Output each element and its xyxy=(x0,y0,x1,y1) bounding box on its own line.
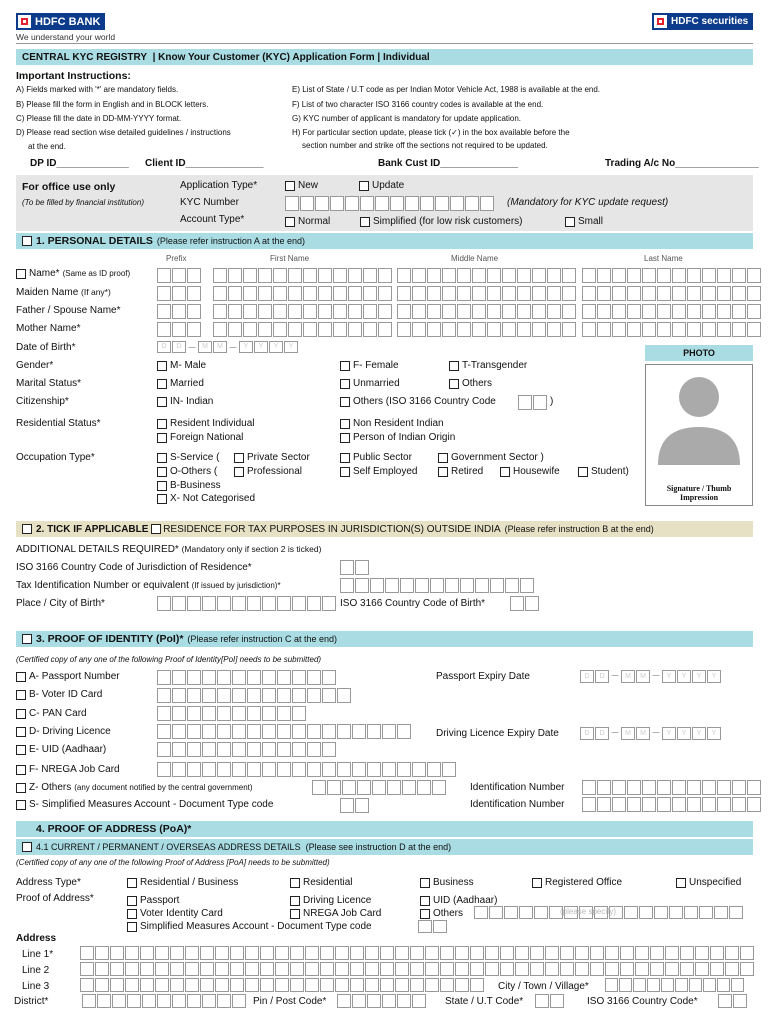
address-line2-input[interactable] xyxy=(80,962,755,976)
instruction-e: E) List of State / U.T code as per Indian Motor Vehicle Act, 1988 is available at the end. xyxy=(292,85,601,94)
section-2-checkbox[interactable] xyxy=(22,524,32,534)
city-input[interactable] xyxy=(605,978,745,992)
line1-label: Line 1* xyxy=(22,949,54,960)
normal-checkbox[interactable]: Normal xyxy=(285,216,330,227)
city-label: City / Town / Village* xyxy=(498,981,589,992)
housewife-checkbox[interactable]: Housewife xyxy=(500,466,560,477)
section-4-1-checkbox[interactable] xyxy=(22,842,32,852)
dob-input[interactable]: D D — M M — Y Y Y Y xyxy=(157,341,299,353)
male-checkbox[interactable]: M- Male xyxy=(157,360,206,371)
instruction-h: H) For particular section update, please tick (✓) in the box available before the xyxy=(292,128,570,137)
uid-input[interactable] xyxy=(157,742,337,757)
maiden-prefix-input[interactable] xyxy=(157,286,202,301)
poa-others-checkbox[interactable]: Others xyxy=(420,908,463,919)
tin-label: Tax Identification Number or equivalent (If issued by jurisdiction)* xyxy=(16,580,281,591)
unspecified-checkbox[interactable]: Unspecified xyxy=(676,877,741,888)
nrega-checkbox[interactable]: F- NREGA Job Card xyxy=(16,764,120,775)
father-spouse-label: Father / Spouse Name* xyxy=(16,305,121,316)
please-specify-hint: (please specify) xyxy=(560,907,617,916)
passport-expiry-input[interactable]: D D — M M — Y Y Y Y xyxy=(580,670,722,683)
tin-input[interactable] xyxy=(340,578,535,593)
instruction-h-cont: section number and strike off the sections not required to be updated. xyxy=(302,141,548,150)
citizenship-others-checkbox[interactable]: Others (ISO 3166 Country Code xyxy=(340,396,496,407)
mother-last-input[interactable] xyxy=(582,322,762,337)
not-categorised-checkbox[interactable]: X- Not Categorised xyxy=(157,493,255,504)
poa-dl-checkbox[interactable]: Driving Licence xyxy=(290,895,371,906)
office-use-subtitle: (To be filled by financial institution) xyxy=(22,198,144,207)
address-type-label: Address Type* xyxy=(16,877,81,888)
father-prefix-input[interactable] xyxy=(157,304,202,319)
govt-sector-checkbox[interactable]: Government Sector ) xyxy=(438,452,544,463)
dob-label: Date of Birth* xyxy=(16,342,76,353)
res-business-checkbox[interactable]: Residential / Business xyxy=(127,877,238,888)
section-1-header: 1. PERSONAL DETAILS (Please refer instruction A at the end) xyxy=(16,233,753,249)
z-others-checkbox[interactable]: Z- Others (any document notified by the central government) xyxy=(16,782,253,793)
occupation-label: Occupation Type* xyxy=(16,452,95,463)
instruction-b: B) Please fill the form in English and in BLOCK letters. xyxy=(16,100,209,109)
poa-simplified-code-input[interactable] xyxy=(418,920,448,933)
z-id-number-label: Identification Number xyxy=(470,782,565,793)
nri-checkbox[interactable]: Non Resident Indian xyxy=(340,418,444,429)
kyc-number-label: KYC Number xyxy=(180,197,239,208)
voter-id-input[interactable] xyxy=(157,688,352,703)
trading-ac-label: Trading A/c No_______________ xyxy=(605,158,759,169)
residential-status-label: Residential Status* xyxy=(16,418,101,429)
maiden-middle-input[interactable] xyxy=(397,286,577,301)
poa-nrega-checkbox[interactable]: NREGA Job Card xyxy=(290,908,381,919)
voter-id-checkbox[interactable]: B- Voter ID Card xyxy=(16,689,102,700)
district-label: District* xyxy=(14,996,49,1007)
dl-expiry-label: Driving Licence Expiry Date xyxy=(436,728,559,739)
person-silhouette-icon xyxy=(646,365,752,465)
name-first-input[interactable] xyxy=(213,268,393,283)
additional-details-label: ADDITIONAL DETAILS REQUIRED* (Mandatory only if section 2 is ticked) xyxy=(16,544,322,555)
hdfc-bank-logo: HDFC BANK xyxy=(16,13,105,30)
s-id-number-label: Identification Number xyxy=(470,799,565,810)
marital-others-checkbox[interactable]: Others xyxy=(449,378,492,389)
address-line1-input[interactable] xyxy=(80,946,755,960)
citizenship-label: Citizenship* xyxy=(16,396,69,407)
addr-residential-checkbox[interactable]: Residential xyxy=(290,877,352,888)
nrega-input[interactable] xyxy=(157,762,457,777)
father-last-input[interactable] xyxy=(582,304,762,319)
business-checkbox[interactable]: B-Business xyxy=(157,480,221,491)
maiden-last-input[interactable] xyxy=(582,286,762,301)
female-checkbox[interactable]: F- Female xyxy=(340,360,399,371)
tax-residence-checkbox[interactable] xyxy=(151,524,161,534)
mother-first-input[interactable] xyxy=(213,322,393,337)
pin-label: Pin / Post Code* xyxy=(253,996,327,1007)
col-middle-name: Middle Name xyxy=(451,254,499,263)
simplified-checkbox[interactable]: Simplified (for low risk customers) xyxy=(360,216,522,227)
iso-birth-label: ISO 3166 Country Code of Birth* xyxy=(340,598,486,609)
mother-name-label: Mother Name* xyxy=(16,323,81,334)
marital-status-label: Marital Status* xyxy=(16,378,82,389)
unmarried-checkbox[interactable]: Unmarried xyxy=(340,378,400,389)
proof-of-address-label: Proof of Address* xyxy=(16,893,94,904)
simplified-doc-code-input[interactable] xyxy=(340,798,370,813)
s-service-checkbox[interactable]: S-Service ( xyxy=(157,452,219,463)
professional-checkbox[interactable]: Professional xyxy=(234,466,302,477)
section-2-header: 2. TICK IF APPLICABLE RESIDENCE FOR TAX PURPOSES IN JURISDICTION(S) OUTSIDE INDIA (Please refer instruction B at the end) xyxy=(16,521,753,537)
name-checkbox[interactable]: Name* (Same as ID proof) xyxy=(16,268,130,279)
pio-checkbox[interactable]: Person of Indian Origin xyxy=(340,432,455,443)
poa-passport-checkbox[interactable]: Passport xyxy=(127,895,179,906)
poa-certified-note: (Certified copy of any one of the following Proof of Address [PoA] needs to be submitted) xyxy=(16,858,330,867)
account-type-label: Account Type* xyxy=(180,214,245,225)
office-use-title: For office use only xyxy=(22,181,116,193)
driving-licence-checkbox[interactable]: D- Driving Licence xyxy=(16,726,111,737)
z-others-input[interactable] xyxy=(312,780,447,795)
maiden-first-input[interactable] xyxy=(213,286,393,301)
client-id-label: Client ID______________ xyxy=(145,158,264,169)
dp-id-label: DP ID_____________ xyxy=(30,158,129,169)
instruction-d: D) Please read section wise detailed guidelines / instructions xyxy=(16,128,231,137)
place-of-birth-label: Place / City of Birth* xyxy=(16,598,105,609)
simplified-measures-checkbox[interactable]: S- Simplified Measures Account - Document Type code xyxy=(16,799,273,810)
father-middle-input[interactable] xyxy=(397,304,577,319)
address-heading: Address xyxy=(16,933,57,944)
poi-certified-note: (Certified copy of any one of the following Proof of Identity[PoI] needs to be submitted) xyxy=(16,655,322,664)
gender-label: Gender* xyxy=(16,360,54,371)
s-identification-number-input[interactable] xyxy=(582,797,762,812)
passport-checkbox[interactable]: A- Passport Number xyxy=(16,671,120,682)
photo-box[interactable] xyxy=(645,364,753,506)
application-type-label: Application Type* xyxy=(180,180,258,191)
pin-input[interactable] xyxy=(337,994,427,1008)
iso-residence-label: ISO 3166 Country Code of Jurisdiction of Residence* xyxy=(16,562,252,573)
tagline: We understand your world xyxy=(16,32,116,42)
kyc-note: (Mandatory for KYC update request) xyxy=(507,197,669,208)
pan-input[interactable] xyxy=(157,706,307,721)
self-employed-checkbox[interactable]: Self Employed xyxy=(340,466,417,477)
iso-birth-input[interactable] xyxy=(510,596,540,611)
passport-expiry-label: Passport Expiry Date xyxy=(436,671,530,682)
foreign-national-checkbox[interactable]: Foreign National xyxy=(157,432,243,443)
mother-prefix-input[interactable] xyxy=(157,322,202,337)
iso-residence-input[interactable] xyxy=(340,560,370,575)
transgender-checkbox[interactable]: T-Transgender xyxy=(449,360,527,371)
kyc-number-input[interactable] xyxy=(285,196,495,211)
maiden-name-label: Maiden Name (If any*) xyxy=(16,287,111,298)
pan-checkbox[interactable]: C- PAN Card xyxy=(16,708,87,719)
instruction-g: G) KYC number of applicant is mandatory for update application. xyxy=(292,114,522,123)
col-prefix: Prefix xyxy=(166,254,187,263)
small-checkbox[interactable]: Small xyxy=(565,216,603,227)
poa-simplified-checkbox[interactable]: Simplified Measures Account - Document Type code xyxy=(127,921,372,932)
line2-label: Line 2 xyxy=(22,965,50,976)
name-prefix-input[interactable] xyxy=(157,268,202,283)
instruction-d-cont: at the end. xyxy=(28,142,66,151)
district-input[interactable] xyxy=(82,994,247,1008)
hdfc-securities-logo: HDFC securities xyxy=(652,13,753,30)
state-code-input[interactable] xyxy=(535,994,565,1008)
section-1-checkbox[interactable] xyxy=(22,236,32,246)
mother-middle-input[interactable] xyxy=(397,322,577,337)
dl-expiry-input[interactable]: D D — M M — Y Y Y Y xyxy=(580,727,722,740)
signature-label: Signature / Thumb Impression xyxy=(666,484,732,502)
name-last-input[interactable] xyxy=(582,268,762,283)
section-4-header: 4. PROOF OF ADDRESS (PoA)* xyxy=(16,821,753,837)
instructions-heading: Important Instructions: xyxy=(16,70,131,82)
line3-label: Line 3 xyxy=(22,981,50,992)
instruction-a: A) Fields marked with '*' are mandatory fields. xyxy=(16,85,179,94)
instruction-c: C) Please fill the date in DD-MM-YYYY format. xyxy=(16,114,182,123)
photo-header: PHOTO xyxy=(645,345,753,361)
col-last-name: Last Name xyxy=(644,254,683,263)
new-checkbox[interactable]: New xyxy=(285,180,318,191)
iso-country-label: ISO 3166 Country Code* xyxy=(587,996,698,1007)
retired-checkbox[interactable]: Retired xyxy=(438,466,483,477)
address-line3-input[interactable] xyxy=(80,978,485,992)
citizenship-close-paren: ) xyxy=(550,396,554,407)
section-3-checkbox[interactable] xyxy=(22,634,32,644)
citizenship-country-code-input[interactable] xyxy=(518,395,548,410)
resident-individual-checkbox[interactable]: Resident Individual xyxy=(157,418,255,429)
instruction-f: F) List of two character ISO 3166 country codes is available at the end. xyxy=(292,100,544,109)
indian-checkbox[interactable]: IN- Indian xyxy=(157,396,213,407)
passport-number-input[interactable] xyxy=(157,670,337,685)
public-sector-checkbox[interactable]: Public Sector xyxy=(340,452,412,463)
addr-business-checkbox[interactable]: Business xyxy=(420,877,474,888)
registered-office-checkbox[interactable]: Registered Office xyxy=(532,877,622,888)
student-checkbox[interactable]: Student) xyxy=(578,466,629,477)
poa-uid-checkbox[interactable]: UID (Aadhaar) xyxy=(420,895,497,906)
update-checkbox[interactable]: Update xyxy=(359,180,404,191)
section-3-header: 3. PROOF OF IDENTITY (PoI)* (Please refer instruction C at the end) xyxy=(16,631,753,647)
father-first-input[interactable] xyxy=(213,304,393,319)
o-others-checkbox[interactable]: O-Others ( xyxy=(157,466,217,477)
section-4-1-header: 4.1 CURRENT / PERMANENT / OVERSEAS ADDRESS DETAILS (Please see instruction D at the end) xyxy=(16,839,753,855)
uid-checkbox[interactable]: E- UID (Aadhaar) xyxy=(16,744,106,755)
driving-licence-input[interactable] xyxy=(157,724,412,739)
married-checkbox[interactable]: Married xyxy=(157,378,204,389)
state-label: State / U.T Code* xyxy=(445,996,524,1007)
iso-country-code-input[interactable] xyxy=(718,994,748,1008)
private-sector-checkbox[interactable]: Private Sector xyxy=(234,452,310,463)
place-of-birth-input[interactable] xyxy=(157,596,337,611)
bank-cust-id-label: Bank Cust ID______________ xyxy=(378,158,519,169)
poa-voter-checkbox[interactable]: Voter Identity Card xyxy=(127,908,223,919)
z-identification-number-input[interactable] xyxy=(582,780,762,795)
col-first-name: First Name xyxy=(270,254,310,263)
name-middle-input[interactable] xyxy=(397,268,577,283)
form-title: CENTRAL KYC REGISTRY | Know Your Customer (KYC) Application Form | Individual xyxy=(16,49,753,65)
